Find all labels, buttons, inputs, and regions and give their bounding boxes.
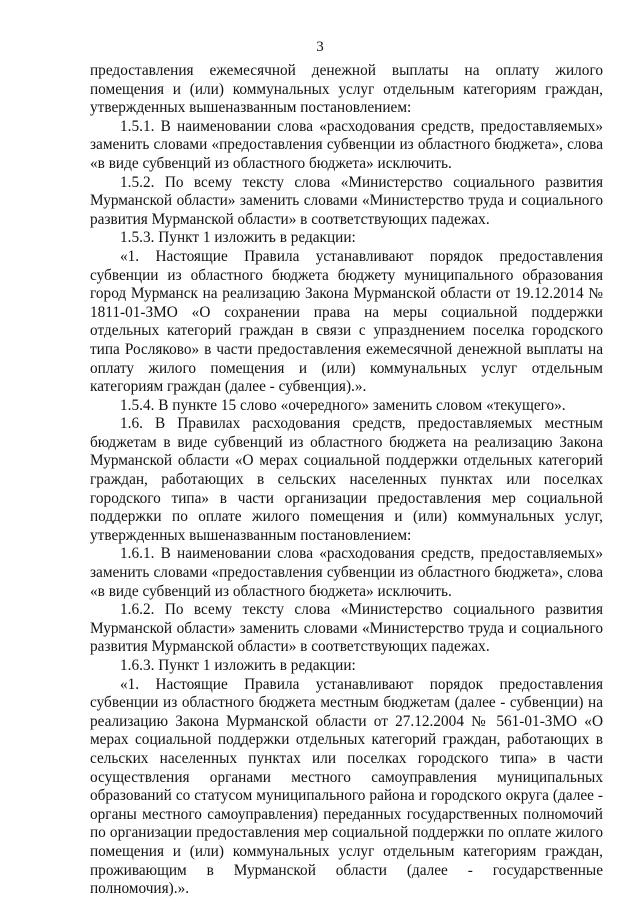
paragraph-1-5-1: 1.5.1. В наименовании слова «расходования средств, предоставляемых» заменить словами «предоставления субвенции из областного бюджета», слова «в виде субвенций из областного бюджета» исключить. xyxy=(90,117,603,172)
page-number: 3 xyxy=(316,39,324,55)
paragraph-1-5-4: 1.5.4. В пункте 15 слово «очередного» заменить словом «текущего». xyxy=(120,396,566,414)
paragraph-1-5-2: 1.5.2. По всему тексту слова «Министерство социального развития Мурманской области» заменить словами «Министерство труда и социального развития Мурманской области» в соответствующих падежах. xyxy=(90,173,603,228)
document-body xyxy=(90,62,603,899)
paragraph-intro: предоставления ежемесячной денежной выплаты на оплату жилого помещения и (или) коммунальных услуг отдельным категориям граждан, утвержденных вышеназванным постановлением: xyxy=(90,62,603,117)
paragraph-1-6-3: 1.6.3. Пункт 1 изложить в редакции: xyxy=(120,657,356,674)
paragraph-1-6: 1.6. В Правилах расходования средств, предоставляемых местным бюджетам в виде субвенций из областного бюджета на реализацию Закона Мурманской области «О мерах социальной поддержки отдельных категорий граждан, работающих в сельских населенных пунктах или поселках городского типа» в части организации предоставления мер социальной поддержки по оплате жилого помещения и (или) коммунальных услуг, утвержденных вышеназванным постановлением: xyxy=(90,415,603,544)
paragraph-1-6-1: 1.6.1. В наименовании слова «расходования средств, предоставляемых» заменить словами «предоставления субвенции из областного бюджета», слова «в виде субвенций из областного бюджета» исключить. xyxy=(90,545,603,600)
paragraph-quote-2: «1. Настоящие Правила устанавливают порядок предоставления субвенции из областного бюджета местным бюджетам (далее - субвенции) на реализацию Закона Мурманской области от 27.12.2004 № 561-01-ЗМО «О мерах социальной поддержки отдельных категорий граждан, работающих в сельских населенных пунктах или поселках городского типа» в части осуществления органами местного самоуправления муниципальных образований со статусом муниципального района и городского округа (далее - органы местного самоуправления) переданных государственных полномочий по организации предоставления мер социальной поддержки по оплате жилого помещения и (или) коммунальных услуг отдельным категориям граждан, проживающим в Мурманской области (далее - государственные полномочия).». xyxy=(90,675,603,898)
paragraph-1-6-2: 1.6.2. По всему тексту слова «Министерство социального развития Мурманской области» заменить словами «Министерство труда и социального развития Мурманской области» в соответствующих падежах. xyxy=(90,601,603,656)
paragraph-1-5-3: 1.5.3. Пункт 1 изложить в редакции: xyxy=(120,229,356,247)
paragraph-quote-1: «1. Настоящие Правила устанавливают порядок предоставления субвенции из областного бюджета бюджету муниципального образования город Мурманск на реализацию Закона Мурманской области от 19.12.2014 № 1811-01-ЗМО «О сохранении права на меры социальной поддержки отдельных категорий граждан в связи с упразднением поселка городского типа Росляково» в части предоставления ежемесячной денежной выплаты на оплату жилого помещения и (или) коммунальных услуг отдельным категориям граждан (далее - субвенция).». xyxy=(90,247,603,396)
